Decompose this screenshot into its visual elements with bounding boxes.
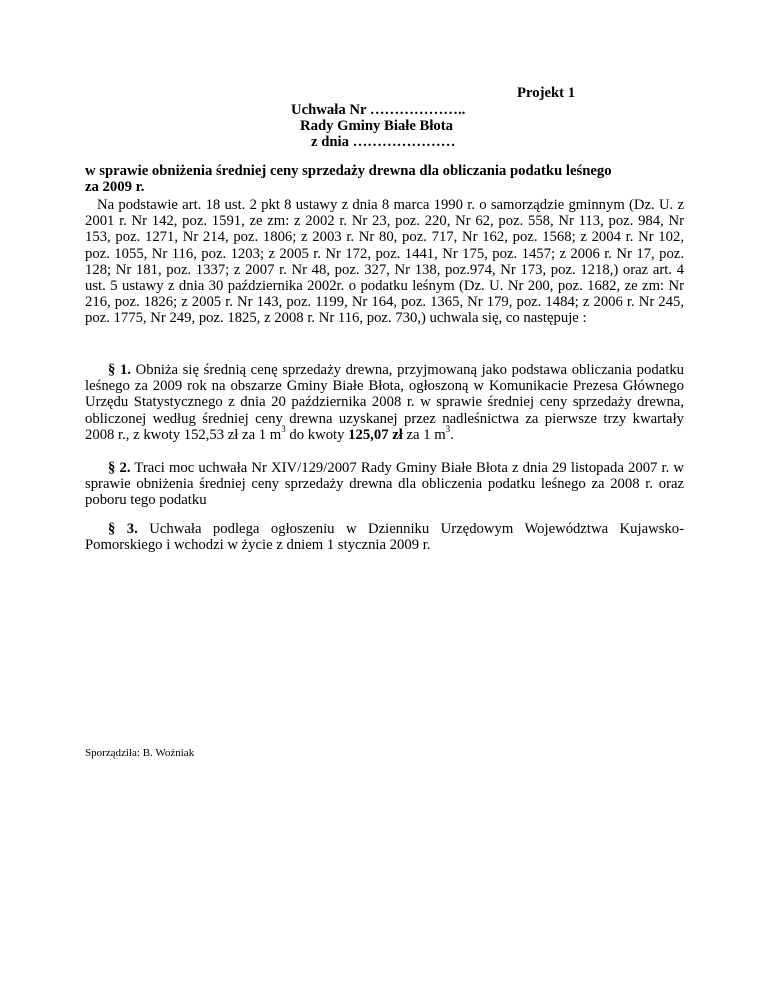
project-label: Projekt 1 (517, 85, 576, 101)
paragraph-1-text-mid: do kwoty (285, 426, 349, 443)
paragraph-2-text: Traci moc uchwała Nr XIV/129/2007 Rady Gminy Białe Błota z dnia 29 listopada 2007 r. w sprawie obniżenia średniej ceny sprzedaży drewna dla obliczenia podatku leśnego za 2008 r. oraz poboru tego podatku (85, 460, 685, 509)
cubic-superscript: 3 (445, 423, 451, 434)
paragraph-2-marker: § 2. (108, 460, 131, 476)
paragraph-1 (85, 362, 684, 443)
paragraph-2 (85, 460, 684, 509)
resolution-number: Uchwała Nr ……………….. (291, 102, 466, 118)
council-name: Rady Gminy Białe Błota (300, 118, 454, 134)
new-price-amount: 125,07 zł (348, 426, 403, 443)
paragraph-3-text: Uchwała podlega ogłoszeniu w Dzienniku Urzędowym Województwa Kujawsko-Pomorskiego i wchodzi w życie z dniem 1 stycznia 2009 r. (85, 521, 685, 554)
paragraph-1-text: Obniża się średnią cenę sprzedaży drewna, przyjmowaną jako podstawa obliczania podatku leśnego za 2009 rok na obszarze Gminy Białe Błota, ogłoszoną w Komunikacie Prezesa Głównego Urzędu Statystycznego z dnia 20 października 2008 r. w sprawie średniej ceny sprzedaży drewna, obliczonej według średniej ceny drewna uzyskanej przez nadleśnictwa za pierwsze trzy kwartały 2008 r., z kwoty 152,53 zł za 1 m (85, 362, 685, 443)
paragraph-1-tail: . (450, 426, 454, 443)
paragraph-3 (85, 521, 684, 553)
paragraph-1-text-end: za 1 m (402, 426, 446, 443)
legal-basis-paragraph: Na podstawie art. 18 ust. 2 pkt 8 ustawy z dnia 8 marca 1990 r. o samorządzie gminnym (Dz. U. z 2001 r. Nr 142, poz. 1591, ze zm: z 2002 r. Nr 23, poz. 220, Nr 62, poz. 558, Nr 113, poz. 984, Nr 153, poz. 1271, Nr 214, poz. 1806; z 2003 r. Nr 80, poz. 717, Nr 162, poz. 1568; z 2004 r. Nr 102, poz. 1055, Nr 116, poz. 1203; z 2005 r. Nr 172, poz. 1441, Nr 175, poz. 1457; z 2006 r. Nr 17, poz. 128; Nr 181, poz. 1337; z 2007 r. Nr 48, poz. 327, Nr 138, poz.974, Nr 173, poz. 1218,) oraz art. 4 ust. 5 ustawy z dnia 30 października 2002r. o podatku leśnym (Dz. U. Nr 200, poz. 1682, ze zm: Nr 216, poz. 1826; z 2005 r. Nr 143, poz. 1199, Nr 164, poz. 1365, Nr 179, poz. 1484; z 2006 r. Nr 245, poz. 1775, Nr 249, poz. 1825, z 2008 r. Nr 116, poz. 730,) uchwala się, co następuje : (85, 197, 684, 327)
resolution-date: z dnia ………………… (311, 134, 456, 150)
paragraph-1-marker: § 1. (108, 362, 131, 378)
resolution-subject (85, 163, 685, 195)
subject-line-1: w sprawie obniżenia średniej ceny sprzedaży drewna dla obliczania podatku leśnego (85, 163, 612, 179)
prepared-by-note: Sporządziła: B. Woźniak (85, 747, 195, 759)
paragraph-3-marker: § 3. (108, 521, 138, 537)
cubic-superscript: 3 (281, 423, 286, 434)
subject-line-2: za 2009 r. (85, 179, 145, 196)
